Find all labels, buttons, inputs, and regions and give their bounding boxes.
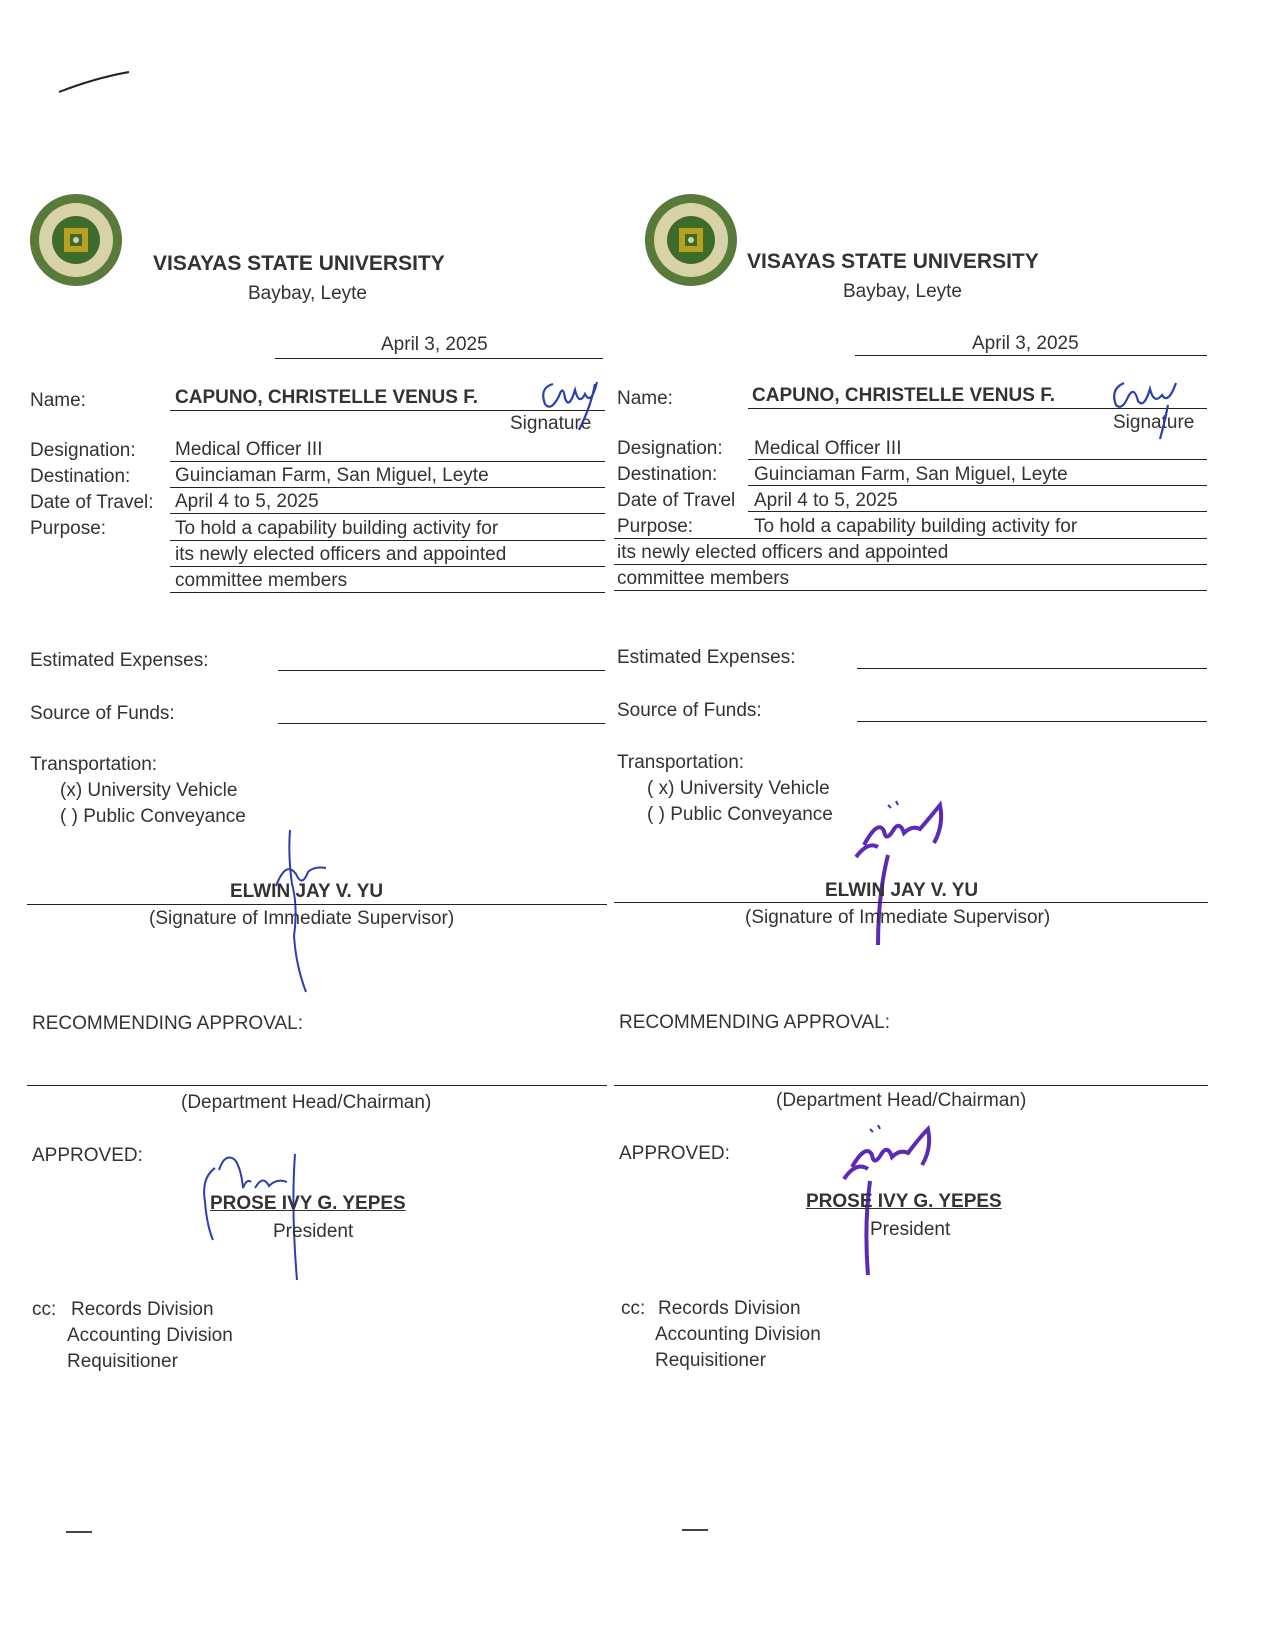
designation-line xyxy=(748,459,1207,460)
university-name: VISAYAS STATE UNIVERSITY xyxy=(153,252,445,275)
date-of-travel-line xyxy=(170,513,605,514)
source-of-funds-label: Source of Funds: xyxy=(30,703,175,724)
date-of-travel-value: April 4 to 5, 2025 xyxy=(175,491,319,512)
name-label: Name: xyxy=(30,390,86,411)
cc-item: Accounting Division xyxy=(67,1325,233,1346)
signature-label: Signature xyxy=(510,413,592,434)
cc-item: Requisitioner xyxy=(67,1351,178,1372)
approved-label: APPROVED: xyxy=(32,1145,143,1166)
supervisor-signature xyxy=(848,795,968,955)
purpose-underline xyxy=(614,564,1207,565)
president-title: President xyxy=(273,1221,354,1242)
employee-name: CAPUNO, CHRISTELLE VENUS F. xyxy=(175,387,478,408)
scan-mark xyxy=(682,1529,708,1531)
president-title: President xyxy=(870,1219,951,1240)
purpose-line-2: its newly elected officers and appointed xyxy=(175,544,507,565)
transport-option-public-conveyance: ( ) Public Conveyance xyxy=(60,806,246,827)
supervisor-name: ELWIN JAY V. YU xyxy=(230,881,384,902)
university-name: VISAYAS STATE UNIVERSITY xyxy=(747,250,1039,273)
purpose-line-1: To hold a capability building activity for xyxy=(754,516,1078,537)
destination-label: Destination: xyxy=(30,466,131,487)
department-head-line xyxy=(27,1085,607,1086)
purpose-underline xyxy=(614,538,1207,539)
estimated-expenses-line xyxy=(857,668,1207,669)
purpose-underline xyxy=(170,540,605,541)
estimated-expenses-line xyxy=(278,670,605,671)
university-location: Baybay, Leyte xyxy=(843,281,963,302)
purpose-underline xyxy=(170,592,605,593)
department-head-line xyxy=(614,1085,1208,1086)
supervisor-name: ELWIN JAY V. YU xyxy=(825,880,979,901)
designation-label: Designation: xyxy=(617,438,723,459)
date-line xyxy=(275,358,603,359)
transportation-label: Transportation: xyxy=(617,752,745,773)
employee-signature xyxy=(1106,375,1186,445)
source-of-funds-label: Source of Funds: xyxy=(617,700,762,721)
cc-item: Records Division xyxy=(71,1299,214,1320)
president-signature xyxy=(195,1148,325,1288)
president-name: PROSE IVY G. YEPES xyxy=(210,1193,406,1214)
date-of-travel-line xyxy=(748,511,1207,512)
designation-label: Designation: xyxy=(30,440,136,461)
designation-value: Medical Officer III xyxy=(754,438,902,459)
department-head-caption: (Department Head/Chairman) xyxy=(776,1090,1027,1111)
purpose-line-2: its newly elected officers and appointed xyxy=(617,542,949,563)
cc-item: Requisitioner xyxy=(655,1350,766,1371)
purpose-underline xyxy=(614,590,1207,591)
destination-line xyxy=(170,487,605,488)
approved-label: APPROVED: xyxy=(619,1143,730,1164)
purpose-line-3: committee members xyxy=(175,570,348,591)
signature-label: Signature xyxy=(1113,412,1195,433)
recommending-approval-label: RECOMMENDING APPROVAL: xyxy=(619,1012,890,1033)
supervisor-caption: (Signature of Immediate Supervisor) xyxy=(149,908,455,929)
university-location: Baybay, Leyte xyxy=(248,283,368,304)
transport-option-public-conveyance: ( ) Public Conveyance xyxy=(647,804,833,825)
purpose-underline xyxy=(170,566,605,567)
estimated-expenses-label: Estimated Expenses: xyxy=(30,650,209,671)
date-of-travel-value: April 4 to 5, 2025 xyxy=(754,490,898,511)
destination-label: Destination: xyxy=(617,464,718,485)
date-line xyxy=(855,355,1207,356)
purpose-line-3: committee members xyxy=(617,568,790,589)
destination-value: Guinciaman Farm, San Miguel, Leyte xyxy=(175,465,489,486)
supervisor-signature-line xyxy=(614,902,1208,903)
president-name: PROSE IVY G. YEPES xyxy=(806,1191,1002,1212)
employee-name: CAPUNO, CHRISTELLE VENUS F. xyxy=(752,385,1055,406)
source-of-funds-line xyxy=(278,723,605,724)
transport-option-university-vehicle: (x) University Vehicle xyxy=(60,780,238,801)
transportation-label: Transportation: xyxy=(30,754,158,775)
destination-value: Guinciaman Farm, San Miguel, Leyte xyxy=(754,464,1068,485)
purpose-label: Purpose: xyxy=(617,516,694,537)
source-of-funds-line xyxy=(857,721,1207,722)
date-value: April 3, 2025 xyxy=(381,334,488,355)
date-of-travel-label: Date of Travel xyxy=(617,490,736,511)
estimated-expenses-label: Estimated Expenses: xyxy=(617,647,796,668)
cc-label: cc: xyxy=(621,1298,646,1319)
designation-value: Medical Officer III xyxy=(175,439,323,460)
supervisor-caption: (Signature of Immediate Supervisor) xyxy=(745,907,1051,928)
cc-item: Accounting Division xyxy=(655,1324,821,1345)
date-of-travel-label: Date of Travel: xyxy=(30,492,154,513)
date-value: April 3, 2025 xyxy=(972,333,1079,354)
name-label: Name: xyxy=(617,388,673,409)
university-seal-icon xyxy=(643,192,739,288)
purpose-line-1: To hold a capability building activity for xyxy=(175,518,499,539)
transport-option-university-vehicle: ( x) University Vehicle xyxy=(647,778,830,799)
university-seal-icon xyxy=(28,192,124,288)
supervisor-signature-line xyxy=(27,904,607,905)
scan-mark xyxy=(66,1531,92,1533)
purpose-label: Purpose: xyxy=(30,518,107,539)
scan-mark xyxy=(55,68,135,98)
cc-label: cc: xyxy=(32,1299,57,1320)
designation-line xyxy=(170,461,605,462)
recommending-approval-label: RECOMMENDING APPROVAL: xyxy=(32,1013,303,1034)
employee-signature xyxy=(535,376,605,436)
department-head-caption: (Department Head/Chairman) xyxy=(181,1092,432,1113)
destination-line xyxy=(748,485,1207,486)
cc-item: Records Division xyxy=(658,1298,801,1319)
